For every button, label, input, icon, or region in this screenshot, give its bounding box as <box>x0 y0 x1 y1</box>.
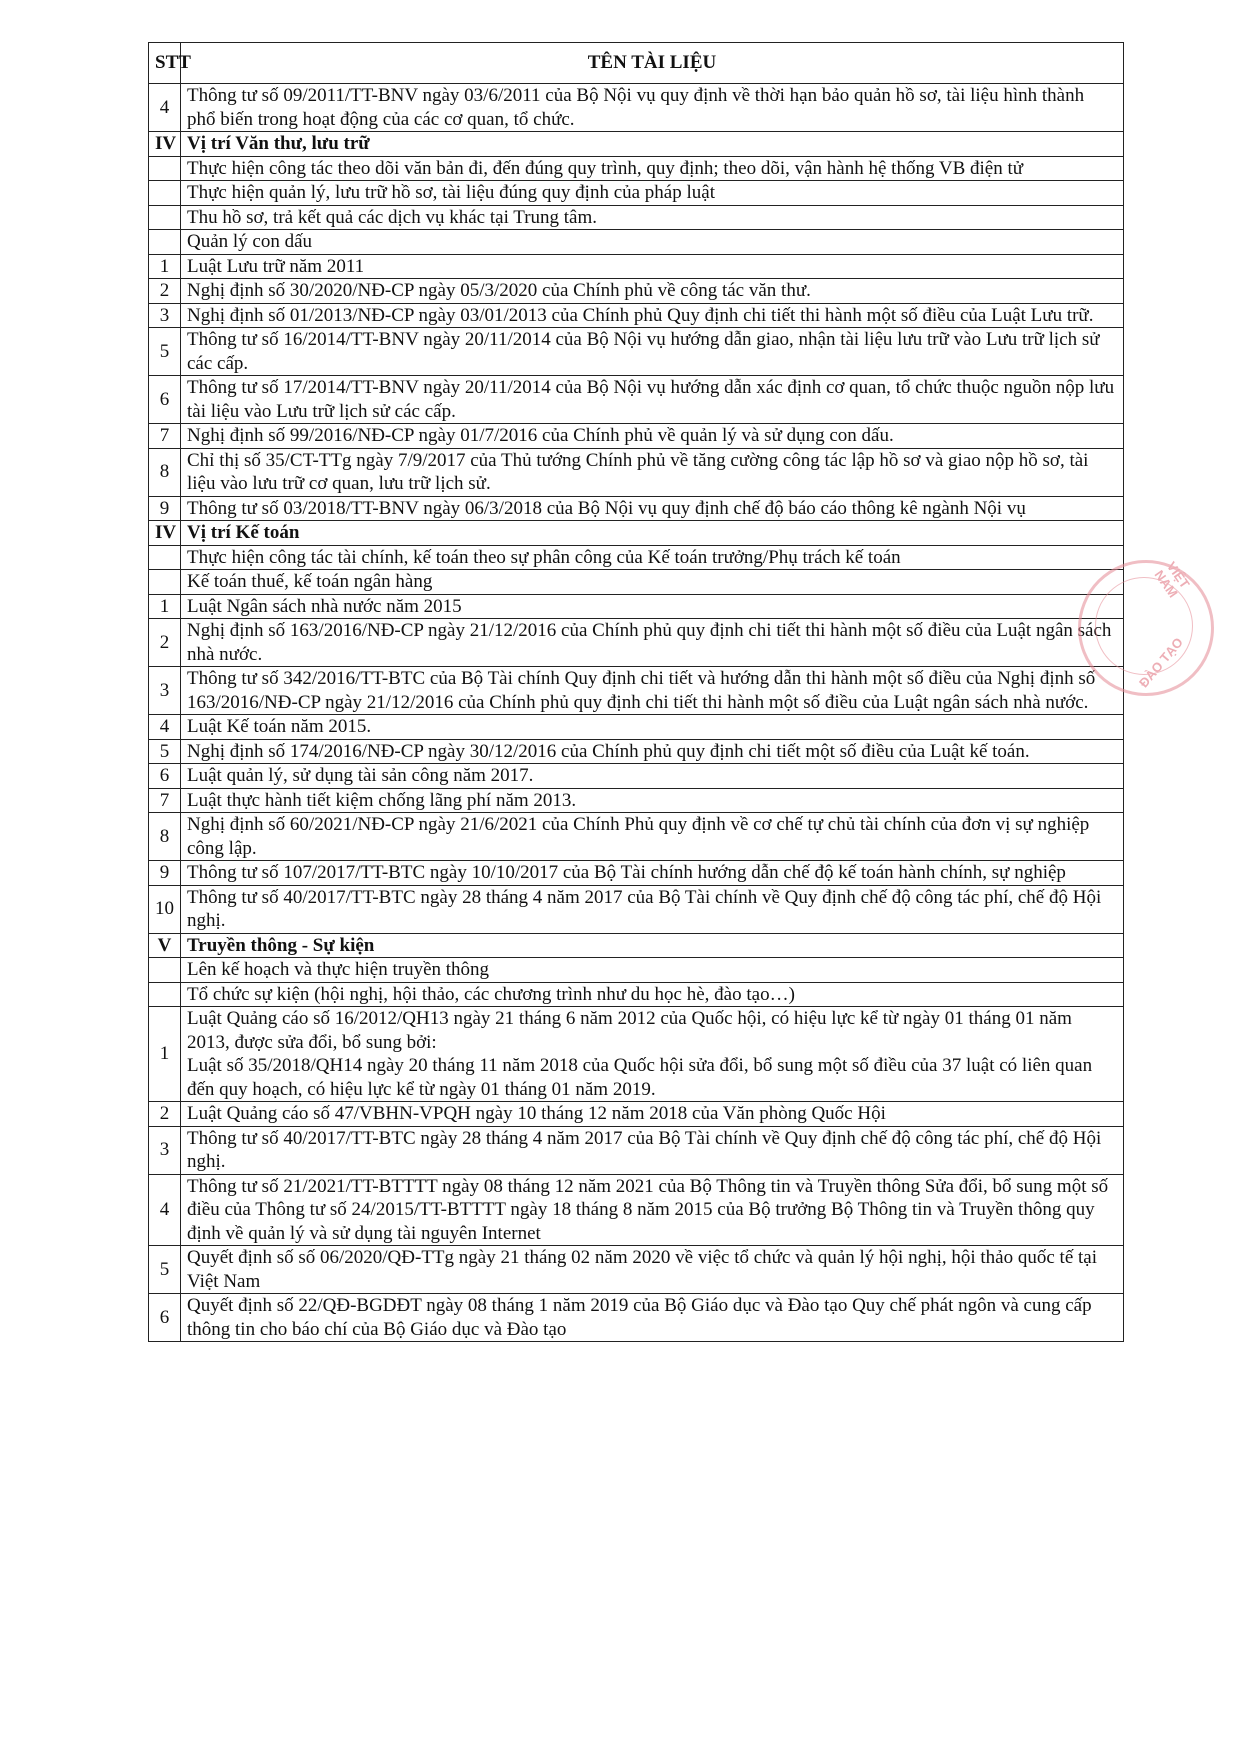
red-seal-stamp <box>1078 560 1214 696</box>
table-row <box>149 424 1124 449</box>
table-row <box>149 84 1124 132</box>
table-row <box>149 230 1124 255</box>
table-row <box>149 496 1124 521</box>
row-stt: 2 <box>149 279 181 304</box>
row-stt: 5 <box>149 1246 181 1294</box>
row-stt: 1 <box>149 594 181 619</box>
row-document-name: Luật Quảng cáo số 47/VBHN-VPQH ngày 10 tháng 12 năm 2018 của Văn phòng Quốc Hội <box>181 1102 1124 1127</box>
table-row <box>149 667 1124 715</box>
stamp-text-top: VIỆT NAM <box>1151 558 1193 601</box>
table-row <box>149 1102 1124 1127</box>
row-document-name: Thực hiện quản lý, lưu trữ hồ sơ, tài liệu đúng quy định của pháp luật <box>181 181 1124 206</box>
row-stt <box>149 958 181 983</box>
row-stt: 8 <box>149 813 181 861</box>
row-document-name: Chỉ thị số 35/CT-TTg ngày 7/9/2017 của Thủ tướng Chính phủ về tăng cường công tác lập hồ sơ và giao nộp hồ sơ, tài liệu vào lưu trữ cơ quan, lưu trữ lịch sử. <box>181 448 1124 496</box>
table-row <box>149 570 1124 595</box>
row-document-name: Kế toán thuế, kế toán ngân hàng <box>181 570 1124 595</box>
table-row <box>149 1294 1124 1342</box>
row-stt <box>149 545 181 570</box>
table-row <box>149 156 1124 181</box>
row-stt <box>149 570 181 595</box>
row-stt: 4 <box>149 715 181 740</box>
table-row <box>149 303 1124 328</box>
row-stt: 3 <box>149 667 181 715</box>
row-document-name: Nghị định số 30/2020/NĐ-CP ngày 05/3/2020 của Chính phủ về công tác văn thư. <box>181 279 1124 304</box>
table-row <box>149 279 1124 304</box>
row-stt: 6 <box>149 764 181 789</box>
row-stt <box>149 205 181 230</box>
row-document-name: Thông tư số 09/2011/TT-BNV ngày 03/6/2011 của Bộ Nội vụ quy định về thời hạn bảo quản hồ sơ, tài liệu hình thành phổ biến trong hoạt động của các cơ quan, tổ chức. <box>181 84 1124 132</box>
row-stt: 6 <box>149 1294 181 1342</box>
row-document-name: Lên kế hoạch và thực hiện truyền thông <box>181 958 1124 983</box>
table-row <box>149 764 1124 789</box>
row-document-name: Thông tư số 03/2018/TT-BNV ngày 06/3/2018 của Bộ Nội vụ quy định chế độ báo cáo thông kê ngành Nội vụ <box>181 496 1124 521</box>
row-document-name: Thông tư số 40/2017/TT-BTC ngày 28 tháng 4 năm 2017 của Bộ Tài chính về Quy định chế độ công tác phí, chế độ Hội nghị. <box>181 1126 1124 1174</box>
table-row <box>149 545 1124 570</box>
section-row <box>149 933 1124 958</box>
row-stt: 9 <box>149 496 181 521</box>
row-stt: 2 <box>149 1102 181 1127</box>
table-body <box>149 84 1124 1342</box>
row-stt: 7 <box>149 424 181 449</box>
table-row <box>149 715 1124 740</box>
row-stt <box>149 230 181 255</box>
row-document-name: Thu hồ sơ, trả kết quả các dịch vụ khác tại Trung tâm. <box>181 205 1124 230</box>
section-row <box>149 132 1124 157</box>
table-row <box>149 982 1124 1007</box>
table-row <box>149 788 1124 813</box>
row-stt: 7 <box>149 788 181 813</box>
row-document-name: Thông tư số 16/2014/TT-BNV ngày 20/11/2014 của Bộ Nội vụ hướng dẫn giao, nhận tài liệu lưu trữ vào Lưu trữ lịch sử các cấp. <box>181 328 1124 376</box>
row-stt: 3 <box>149 1126 181 1174</box>
row-stt: 8 <box>149 448 181 496</box>
table-row <box>149 1126 1124 1174</box>
row-stt: 10 <box>149 885 181 933</box>
row-stt <box>149 156 181 181</box>
table-row <box>149 1246 1124 1294</box>
row-document-name: Thông tư số 17/2014/TT-BNV ngày 20/11/2014 của Bộ Nội vụ hướng dẫn xác định cơ quan, tổ chức thuộc nguồn nộp lưu tài liệu vào Lưu trữ lịch sử các cấp. <box>181 376 1124 424</box>
row-document-name: Thực hiện công tác tài chính, kế toán theo sự phân công của Kế toán trưởng/Phụ trách kế toán <box>181 545 1124 570</box>
row-stt: 1 <box>149 1007 181 1102</box>
row-document-name: Nghị định số 01/2013/NĐ-CP ngày 03/01/2013 của Chính phủ Quy định chi tiết thi hành một số điều của Luật Lưu trữ. <box>181 303 1124 328</box>
row-document-name: Luật Lưu trữ năm 2011 <box>181 254 1124 279</box>
table-row <box>149 885 1124 933</box>
row-document-name: Luật thực hành tiết kiệm chống lãng phí năm 2013. <box>181 788 1124 813</box>
table-row <box>149 861 1124 886</box>
section-title: Truyền thông - Sự kiện <box>181 933 1124 958</box>
table-header-row <box>149 43 1124 84</box>
row-stt: 6 <box>149 376 181 424</box>
row-document-name-part: Luật Quảng cáo số 16/2012/QH13 ngày 21 tháng 6 năm 2012 của Quốc hội, có hiệu lực kể từ ngày 01 tháng 01 năm 2013, được sửa đổi, bổ sung bởi: <box>187 1008 1072 1053</box>
table-row <box>149 1174 1124 1246</box>
row-document-name: Thông tư số 40/2017/TT-BTC ngày 28 tháng 4 năm 2017 của Bộ Tài chính về Quy định chế độ công tác phí, chế độ Hội nghị. <box>181 885 1124 933</box>
header-name: TÊN TÀI LIỆU <box>181 43 1124 84</box>
table-row <box>149 739 1124 764</box>
table-row <box>149 619 1124 667</box>
row-stt: 9 <box>149 861 181 886</box>
row-stt: V <box>149 933 181 958</box>
row-document-name: Quyết định số 22/QĐ-BGDĐT ngày 08 tháng 1 năm 2019 của Bộ Giáo dục và Đào tạo Quy chế phát ngôn và cung cấp thông tin cho báo chí của Bộ Giáo dục và Đào tạo <box>181 1294 1124 1342</box>
row-stt: 4 <box>149 84 181 132</box>
section-title: Vị trí Kế toán <box>181 521 1124 546</box>
row-document-name: Quản lý con dấu <box>181 230 1124 255</box>
table-row <box>149 205 1124 230</box>
row-document-name: Tổ chức sự kiện (hội nghị, hội thảo, các chương trình như du học hè, đào tạo…) <box>181 982 1124 1007</box>
row-document-name: Luật Ngân sách nhà nước năm 2015 <box>181 594 1124 619</box>
row-document-name: Quyết định số số 06/2020/QĐ-TTg ngày 21 tháng 02 năm 2020 về việc tổ chức và quản lý hội nghị, hội thảo quốc tế tại Việt Nam <box>181 1246 1124 1294</box>
table-row <box>149 254 1124 279</box>
row-document-name: Thông tư số 342/2016/TT-BTC của Bộ Tài chính Quy định chi tiết và hướng dẫn thi hành một số điều của Nghị định số 163/2016/NĐ-CP ngày 21/12/2016 của Chính phủ quy định chi tiết thi hành một số điều của Luật ngân sách nhà nước. <box>181 667 1124 715</box>
row-document-name: Nghị định số 99/2016/NĐ-CP ngày 01/7/2016 của Chính phủ về quản lý và sử dụng con dấu. <box>181 424 1124 449</box>
row-stt <box>149 982 181 1007</box>
row-document-name: Thông tư số 107/2017/TT-BTC ngày 10/10/2017 của Bộ Tài chính hướng dẫn chế độ kế toán hành chính, sự nghiệp <box>181 861 1124 886</box>
table-row <box>149 594 1124 619</box>
section-title: Vị trí Văn thư, lưu trữ <box>181 132 1124 157</box>
row-stt: 5 <box>149 328 181 376</box>
row-stt: IV <box>149 521 181 546</box>
table-row <box>149 813 1124 861</box>
section-row <box>149 521 1124 546</box>
row-document-name: Nghị định số 60/2021/NĐ-CP ngày 21/6/2021 của Chính Phủ quy định về cơ chế tự chủ tài chính của đơn vị sự nghiệp công lập. <box>181 813 1124 861</box>
table-row <box>149 376 1124 424</box>
row-document-name: Nghị định số 163/2016/NĐ-CP ngày 21/12/2016 của Chính phủ quy định chi tiết thi hành một số điều của Luật ngân sách nhà nước. <box>181 619 1124 667</box>
row-stt: 2 <box>149 619 181 667</box>
document-page <box>148 42 1123 1342</box>
row-document-name: Luật Kế toán năm 2015. <box>181 715 1124 740</box>
row-stt: 3 <box>149 303 181 328</box>
row-document-name-part: Luật số 35/2018/QH14 ngày 20 tháng 11 năm 2018 của Quốc hội sửa đổi, bổ sung một số điều của 37 luật có liên quan đến quy hoạch, có hiệu lực kể từ ngày 01 tháng 01 năm 2019. <box>187 1055 1093 1100</box>
row-stt: 5 <box>149 739 181 764</box>
table-row <box>149 448 1124 496</box>
row-stt <box>149 181 181 206</box>
table-row <box>149 181 1124 206</box>
document-table <box>148 42 1124 1342</box>
table-row <box>149 1007 1124 1102</box>
row-stt: IV <box>149 132 181 157</box>
row-document-name <box>181 1007 1124 1102</box>
stamp-text-bottom: ĐÀO TẠO <box>1135 634 1186 691</box>
row-document-name: Thông tư số 21/2021/TT-BTTTT ngày 08 tháng 12 năm 2021 của Bộ Thông tin và Truyền thông Sửa đổi, bổ sung một số điều của Thông tư số 24/2015/TT-BTTTT ngày 18 tháng 8 năm 2015 của Bộ trưởng Bộ Thông tin và Truyền thông quy định về quản lý và sử dụng tài nguyên Internet <box>181 1174 1124 1246</box>
row-stt: 4 <box>149 1174 181 1246</box>
row-document-name: Luật quản lý, sử dụng tài sản công năm 2017. <box>181 764 1124 789</box>
table-row <box>149 958 1124 983</box>
row-stt: 1 <box>149 254 181 279</box>
header-stt: STT <box>149 43 181 84</box>
row-document-name: Thực hiện công tác theo dõi văn bản đi, đến đúng quy trình, quy định; theo dõi, vận hành hệ thống VB điện tử <box>181 156 1124 181</box>
table-row <box>149 328 1124 376</box>
row-document-name: Nghị định số 174/2016/NĐ-CP ngày 30/12/2016 của Chính phủ quy định chi tiết một số điều của Luật kế toán. <box>181 739 1124 764</box>
